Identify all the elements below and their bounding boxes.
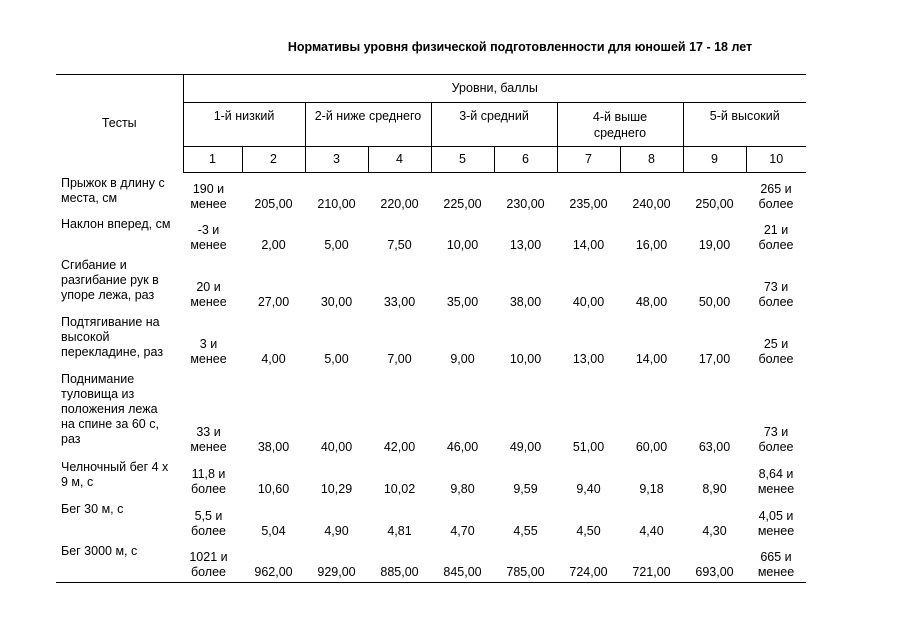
score-value-cell-5: 9,00 [450,351,475,366]
score-value-cell-5: 10,00 [446,237,479,252]
score-value-cell-3: 30,00 [320,294,353,309]
document-title: Нормативы уровня физической подготовленности для юношей 17 - 18 лет [287,40,753,54]
score-value-cell-7: 51,00 [572,439,605,454]
table-row [56,541,806,583]
table-row [56,214,806,255]
score-value-cell-2: 27,00 [257,294,290,309]
score-header-2: 2 [242,147,305,173]
score-header-3: 3 [305,147,368,173]
table-row [56,173,806,214]
score-value-cell-6: 4,55 [513,523,538,538]
table-row [56,312,806,369]
header-row-levels [56,75,806,103]
score-value-cell-3: 5,00 [324,237,349,252]
score-value-cell-8: 16,00 [635,237,668,252]
score-value-cell-10: 665 и менее [746,541,806,583]
score-value-cell-2: 4,00 [261,351,286,366]
score-value-cell-7: 235,00 [569,196,608,211]
score-value-cell-3: 929,00 [305,541,368,583]
score-value-cell-10: 8,64 и менее [757,466,795,496]
score-header-6: 6 [494,147,557,173]
score-value-cell-5: 845,00 [431,541,494,583]
test-name-cell: Бег 3000 м, с [56,541,183,583]
score-header-7: 7 [557,147,620,173]
score-header-10: 10 [746,147,806,173]
test-name-cell: Бег 30 м, с [61,501,124,516]
score-value-cell-3: 4,90 [324,523,349,538]
score-value-cell-9: 50,00 [698,294,731,309]
score-value-cell-3: 40,00 [320,439,353,454]
score-value-cell-4: 220,00 [380,196,419,211]
test-name-cell: Поднимание туловища из положения лежа на спине за 60 с, раз [61,371,159,446]
score-value-cell-8: 14,00 [635,351,668,366]
score-value-cell-5: 225,00 [443,196,482,211]
level-group-1: 1-й низкий [183,103,305,147]
test-name-cell: Прыжок в длину с места, см [61,175,165,205]
score-value-cell-2: 962,00 [242,541,305,583]
score-value-cell-10: 4,05 и менее [757,508,795,538]
score-value-cell-7: 40,00 [572,294,605,309]
score-value-cell-7: 9,40 [576,481,601,496]
score-value-cell-3: 210,00 [317,196,356,211]
score-header-8: 8 [620,147,683,173]
score-value-cell-9: 17,00 [698,351,731,366]
score-value-cell-6: 785,00 [494,541,557,583]
score-value-cell-4: 33,00 [383,294,416,309]
score-value-cell-5: 46,00 [446,439,479,454]
score-value-cell-10: 21 и более [758,222,794,252]
score-value-cell-4: 42,00 [383,439,416,454]
score-value-cell-6: 9,59 [513,481,538,496]
score-value-cell-4: 7,00 [387,351,412,366]
norms-table [56,74,806,583]
score-value-cell-3: 10,29 [320,481,353,496]
score-value-cell-8: 48,00 [635,294,668,309]
score-value-cell-6: 49,00 [509,439,542,454]
score-value-cell-4: 10,02 [383,481,416,496]
table-row [56,457,806,499]
score-value-cell-1: 33 и менее [190,424,227,454]
score-value-cell-5: 4,70 [450,523,475,538]
score-value-cell-8: 4,40 [639,523,664,538]
score-value-cell-4: 885,00 [368,541,431,583]
score-value-cell-1: 1021 и более [183,541,242,583]
score-header-4: 4 [368,147,431,173]
score-value-cell-8: 240,00 [632,196,671,211]
score-header-9: 9 [683,147,746,173]
test-name-cell: Наклон вперед, см [61,216,171,231]
table-row [56,369,806,457]
score-header-5: 5 [431,147,494,173]
score-value-cell-7: 14,00 [572,237,605,252]
score-value-cell-6: 13,00 [509,237,542,252]
score-value-cell-7: 4,50 [576,523,601,538]
score-value-cell-10: 73 и более [758,279,794,309]
score-value-cell-5: 9,80 [450,481,475,496]
score-value-cell-9: 19,00 [698,237,731,252]
levels-header: Уровни, баллы [183,75,806,103]
score-value-cell-4: 7,50 [387,237,412,252]
level-group-2: 2-й ниже среднего [305,103,431,147]
score-value-cell-6: 38,00 [509,294,542,309]
score-value-cell-5: 35,00 [446,294,479,309]
score-value-cell-6: 230,00 [506,196,545,211]
norms-table-body [56,173,806,583]
score-value-cell-6: 10,00 [509,351,542,366]
level-group-5: 5-й высокий [683,103,806,147]
score-value-cell-8: 721,00 [620,541,683,583]
score-value-cell-1: 5,5 и более [190,508,227,538]
score-value-cell-10: 73 и более [758,424,794,454]
score-value-cell-10: 25 и более [758,336,794,366]
level-group-4: 4-й выше среднего [557,103,683,147]
score-value-cell-9: 250,00 [695,196,734,211]
score-value-cell-9: 63,00 [698,439,731,454]
score-value-cell-1: -3 и менее [190,222,227,252]
score-value-cell-2: 10,60 [257,481,290,496]
score-value-cell-1: 11,8 и более [190,466,227,496]
score-value-cell-8: 9,18 [639,481,664,496]
score-value-cell-9: 4,30 [702,523,727,538]
score-value-cell-2: 5,04 [261,523,286,538]
test-name-cell: Сгибание и разгибание рук в упоре лежа, раз [61,257,159,302]
score-value-cell-10: 265 и более [758,181,794,211]
score-value-cell-2: 38,00 [257,439,290,454]
score-value-cell-2: 205,00 [254,196,293,211]
score-value-cell-8: 60,00 [635,439,668,454]
tests-header: Тесты [56,75,183,173]
score-value-cell-4: 4,81 [387,523,412,538]
score-value-cell-7: 724,00 [557,541,620,583]
score-value-cell-7: 13,00 [572,351,605,366]
score-header-1: 1 [183,147,242,173]
score-value-cell-1: 3 и менее [190,336,227,366]
score-value-cell-9: 693,00 [683,541,746,583]
test-name-cell: Челночный бег 4 х 9 м, с [61,459,169,489]
score-value-cell-1: 20 и менее [190,279,227,309]
score-value-cell-2: 2,00 [261,237,286,252]
table-row [56,499,806,541]
score-value-cell-9: 8,90 [702,481,727,496]
score-value-cell-1: 190 и менее [190,181,227,211]
test-name-cell: Подтягивание на высокой перекладине, раз [61,314,164,359]
table-row [56,255,806,312]
level-group-3: 3-й средний [431,103,557,147]
score-value-cell-3: 5,00 [324,351,349,366]
